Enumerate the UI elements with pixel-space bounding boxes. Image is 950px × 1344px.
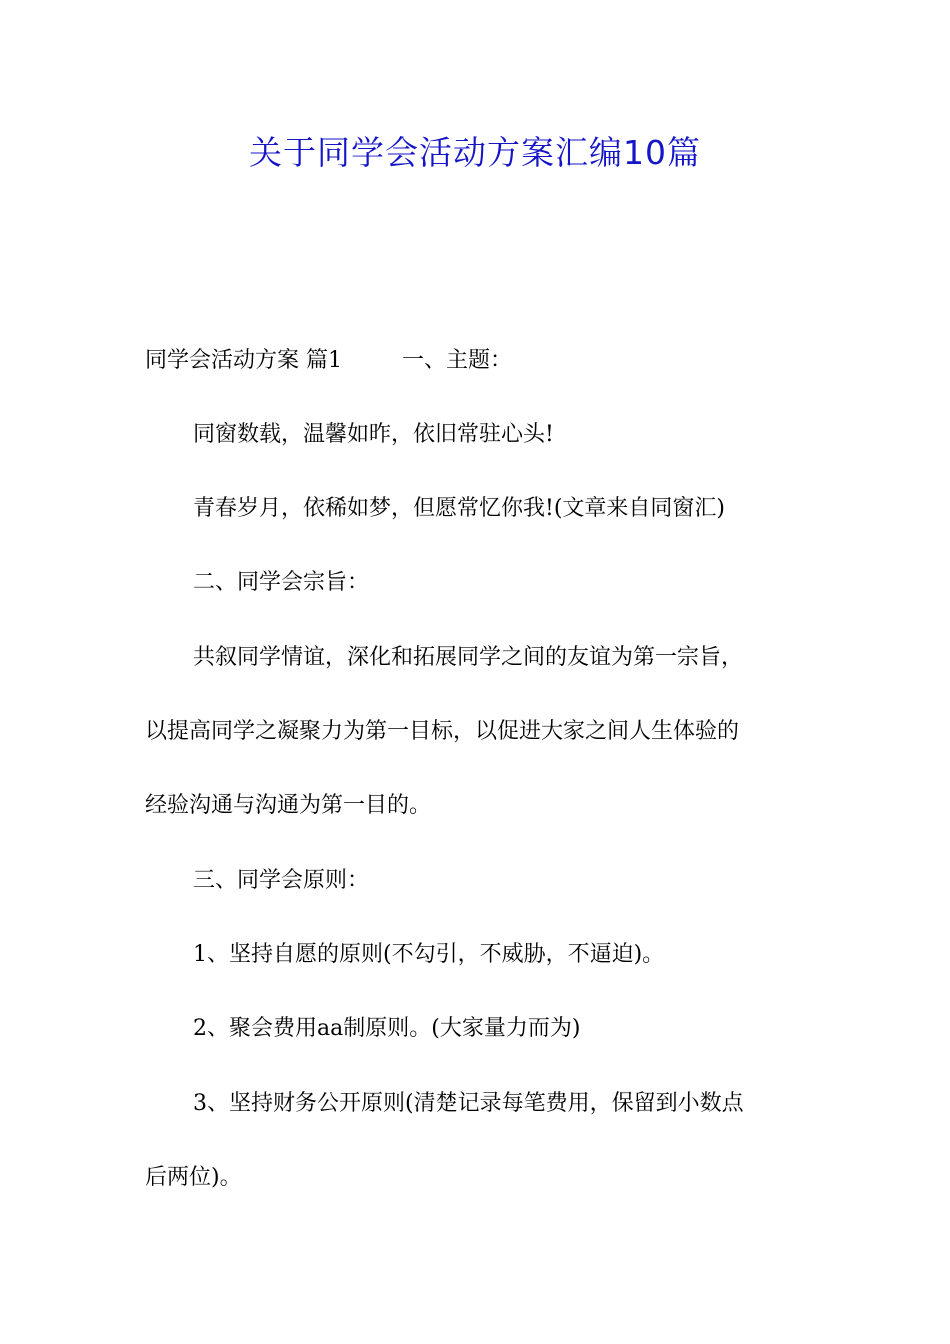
list-item: 1、坚持自愿的原则(不勾引，不威胁，不逼迫)。 (193, 942, 665, 967)
document-title: 关于同学会活动方案汇编10篇 (249, 133, 701, 172)
section-heading: 同学会活动方案 篇1 (145, 348, 342, 373)
list-item: 2、聚会费用aa制原则。(大家量力而为) (193, 1016, 581, 1041)
paragraph-line: 以提高同学之凝聚力为第一目标，以促进大家之间人生体验的 (145, 719, 740, 744)
heading-line: 二、同学会宗旨： (193, 570, 370, 595)
section-heading-line (145, 346, 825, 376)
paragraph-line: 共叙同学情谊，深化和拓展同学之间的友谊为第一宗旨， (193, 645, 744, 670)
theme-heading: 一、主题： (402, 348, 513, 373)
paragraph-line: 青春岁月，依稀如梦，但愿常忆你我!(文章来自同窗汇) (193, 496, 726, 521)
paragraph-line: 经验沟通与沟通为第一目的。 (145, 793, 432, 818)
heading-line: 三、同学会原则： (193, 868, 370, 893)
list-item: 3、坚持财务公开原则(清楚记录每笔费用，保留到小数点 (193, 1091, 744, 1116)
paragraph-line: 后两位)。 (145, 1165, 242, 1190)
paragraph-line: 同窗数载，温馨如昨，依旧常驻心头! (193, 422, 554, 447)
